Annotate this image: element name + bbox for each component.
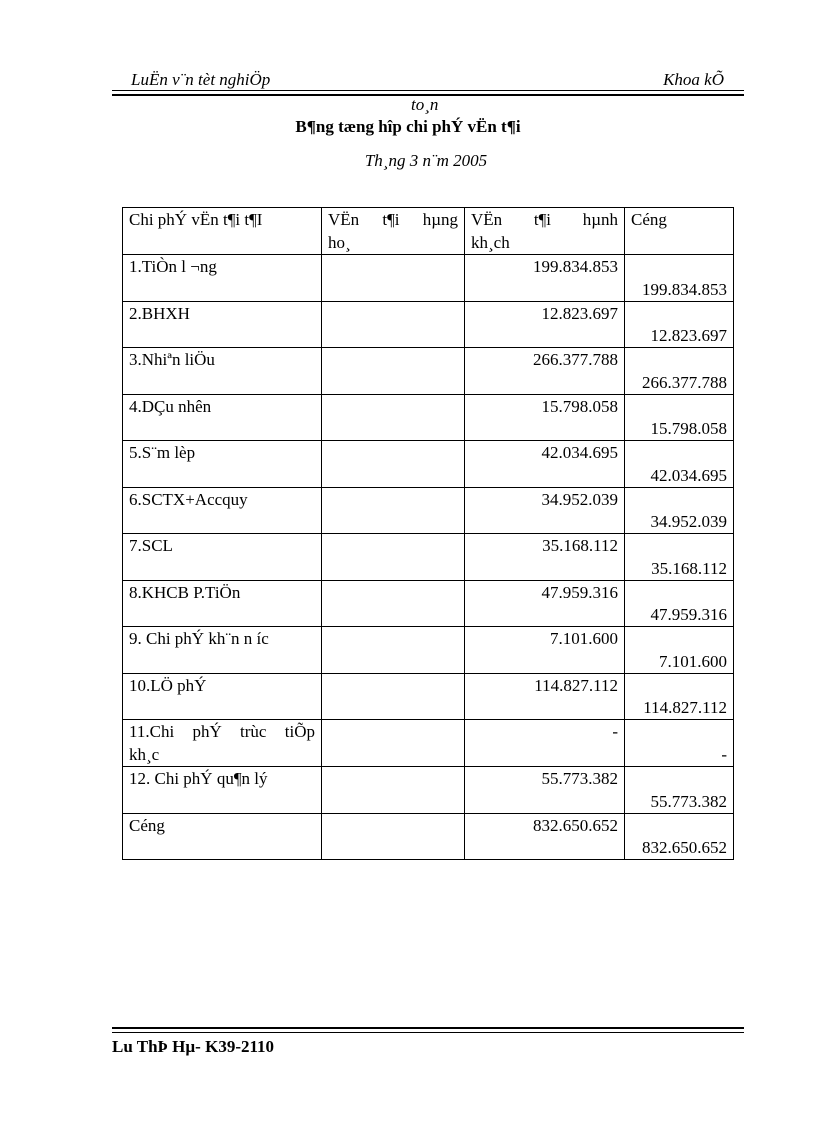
row-freight [322,348,465,395]
row-passenger: - [465,720,625,767]
page-title: B¶ng tæng hîp chi phÝ vËn t¶i [295,117,521,136]
row-passenger: 15.798.058 [465,395,625,441]
row-freight [322,814,465,860]
row-label: 12. Chi phÝ qu¶n lý [123,767,322,814]
row-label-line1: 11.Chi phÝ trùc tiÕp [129,722,315,741]
header-cost-type: Chi phÝ vËn t¶i t¶I [123,208,322,255]
row-label [123,720,322,767]
row-passenger: 114.827.112 [465,674,625,720]
row-label: 5.S¨m lèp [123,441,322,488]
row-passenger: 832.650.652 [465,814,625,860]
row-passenger: 55.773.382 [465,767,625,814]
row-freight [322,581,465,627]
row-label: 10.LÖ phÝ [123,674,322,720]
row-total: 199.834.853 [625,255,734,302]
row-total: 114.827.112 [625,674,734,720]
row-freight [322,395,465,441]
row-label: 7.SCL [123,534,322,581]
row-freight [322,441,465,488]
row-passenger: 34.952.039 [465,488,625,534]
header-total: Céng [625,208,734,255]
footer-divider-thick [112,1027,744,1029]
row-freight [322,488,465,534]
row-total: - [625,720,734,767]
row-label: 6.SCTX+Accquy [123,488,322,534]
header-faculty-continuation: to¸n [411,95,439,114]
page-subtitle: Th¸ng 3 n¨m 2005 [364,151,488,170]
row-freight [322,302,465,348]
row-total: 832.650.652 [625,814,734,860]
header-passenger [465,208,625,255]
table-row [123,674,734,720]
row-total: 35.168.112 [625,534,734,581]
row-freight [322,674,465,720]
row-total: 34.952.039 [625,488,734,534]
cost-summary-table [122,207,734,860]
row-label: 2.BHXH [123,302,322,348]
row-passenger: 42.034.695 [465,441,625,488]
header-passenger-line1: VËn t¶i hµnh [471,210,618,229]
header-freight [322,208,465,255]
row-total: 42.034.695 [625,441,734,488]
row-freight [322,627,465,674]
row-label: 3.Nhiªn liÖu [123,348,322,395]
header-passenger-line2: kh¸ch [471,233,510,252]
row-passenger: 12.823.697 [465,302,625,348]
table-row [123,441,734,488]
table-row [123,534,734,581]
row-passenger: 7.101.600 [465,627,625,674]
row-label: 9. Chi phÝ kh¨n n íc [123,627,322,674]
table-row [123,395,734,441]
row-label: Céng [123,814,322,860]
table-row [123,581,734,627]
row-freight [322,767,465,814]
table-row [123,767,734,814]
row-passenger: 266.377.788 [465,348,625,395]
row-total: 15.798.058 [625,395,734,441]
row-passenger: 35.168.112 [465,534,625,581]
row-label: 1.TiÒn l ¬ng [123,255,322,302]
header-freight-line1: VËn t¶i hµng [328,210,458,229]
header-freight-line2: ho¸ [328,233,351,252]
row-label-line2: kh¸c [129,745,160,764]
row-label: 4.DÇu nhên [123,395,322,441]
header-thesis-title: LuËn v¨n tèt nghiÖp [131,70,271,89]
table-header-row [123,208,734,255]
row-passenger: 47.959.316 [465,581,625,627]
row-freight [322,255,465,302]
row-passenger: 199.834.853 [465,255,625,302]
row-label: 8.KHCB P.TiÖn [123,581,322,627]
footer-author: Lu ThÞ Hµ- K39-2110 [112,1037,275,1056]
table-row [123,348,734,395]
table-row-total [123,814,734,860]
header-faculty: Khoa kÕ [663,70,724,89]
header-divider [112,90,744,91]
row-freight [322,534,465,581]
row-total: 55.773.382 [625,767,734,814]
row-total: 12.823.697 [625,302,734,348]
table-row [123,302,734,348]
row-total: 7.101.600 [625,627,734,674]
footer-divider [112,1032,744,1033]
row-total: 266.377.788 [625,348,734,395]
row-total: 47.959.316 [625,581,734,627]
row-freight [322,720,465,767]
table-row [123,255,734,302]
table-row [123,488,734,534]
table-row [123,627,734,674]
table-row [123,720,734,767]
